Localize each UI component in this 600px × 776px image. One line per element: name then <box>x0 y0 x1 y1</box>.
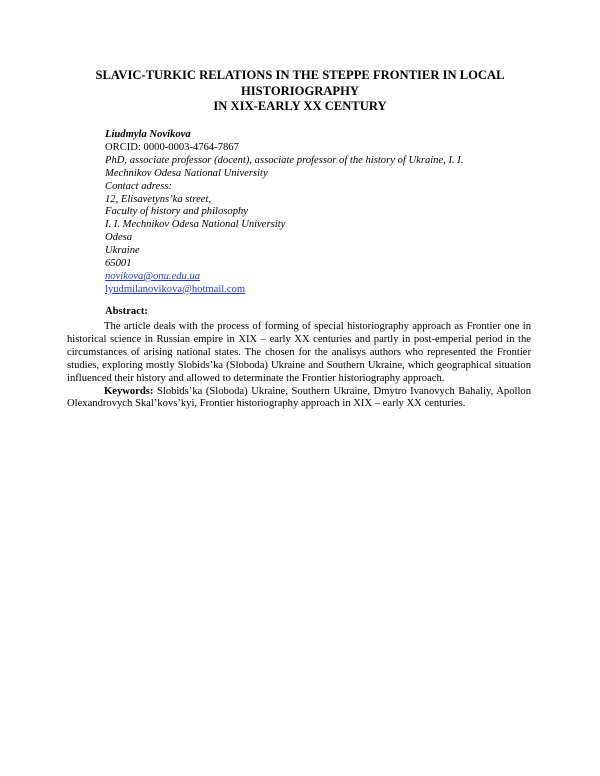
title-line-2: HISTORIOGRAPHY <box>240 83 360 98</box>
abstract-heading: Abstract: <box>105 306 148 317</box>
address-country: Ukraine <box>105 245 140 257</box>
keywords-text: Slobids’ka (Sloboda) Ukraine, Southern Ukraine, Dmytro Ivanovych Bahaliy, Apollon Olexandrovych Skal’kovs’kyi, Frontier historiography approach in XIX – early XX centuries. <box>67 385 532 410</box>
address-faculty: Faculty of history and philosophy <box>105 206 249 218</box>
address-university: I. I. Mechnikov Odesa National University <box>105 219 286 231</box>
author-position-line-2: Mechnikov Odesa National University <box>105 167 268 179</box>
keywords-label: Keywords: <box>104 385 154 397</box>
address-postcode: 65001 <box>105 258 132 270</box>
author-name: Liudmyla Novikova <box>105 129 191 140</box>
abstract-paragraph: The article deals with the process of forming of special historiography approach as Frontier one in historical science in Russian empire in XIX – early XX centuries and partly in post-emperial period in the circumstances of arising national states. The chosen for the analisys authors who represented the Frontier studies, exploring mostly Slobids’ka (Sloboda) Ukraine and Southern Ukraine, which geographical situation influenced their history and allowed to determinate the Frontier historiography approach. <box>67 321 531 384</box>
email-link-2[interactable]: lyudmilanovikova@hotmail.com <box>105 283 246 295</box>
title-line-1: SLAVIC-TURKIC RELATIONS IN THE STEPPE FRONTIER IN LOCAL <box>95 68 505 82</box>
abstract-heading-wrap <box>105 296 525 317</box>
author-position-line-1: PhD, associate professor (docent), associate professor of the history of Ukraine, I. I. <box>105 154 464 166</box>
title-line-3: IN XIX-EARLY XX CENTURY <box>213 99 387 113</box>
keywords-paragraph <box>67 386 531 412</box>
contact-label: Contact adress: <box>105 180 172 192</box>
address-city: Odesa <box>105 232 133 244</box>
author-block <box>105 129 525 297</box>
orcid: ORCID: 0000-0003-4764-7867 <box>105 141 239 153</box>
email-link-1[interactable]: novikova@onu.edu.ua <box>105 270 201 282</box>
abstract-body <box>67 321 531 411</box>
article-title <box>60 68 540 115</box>
address-street: 12, Elisavetyns’ka street, <box>105 193 212 205</box>
